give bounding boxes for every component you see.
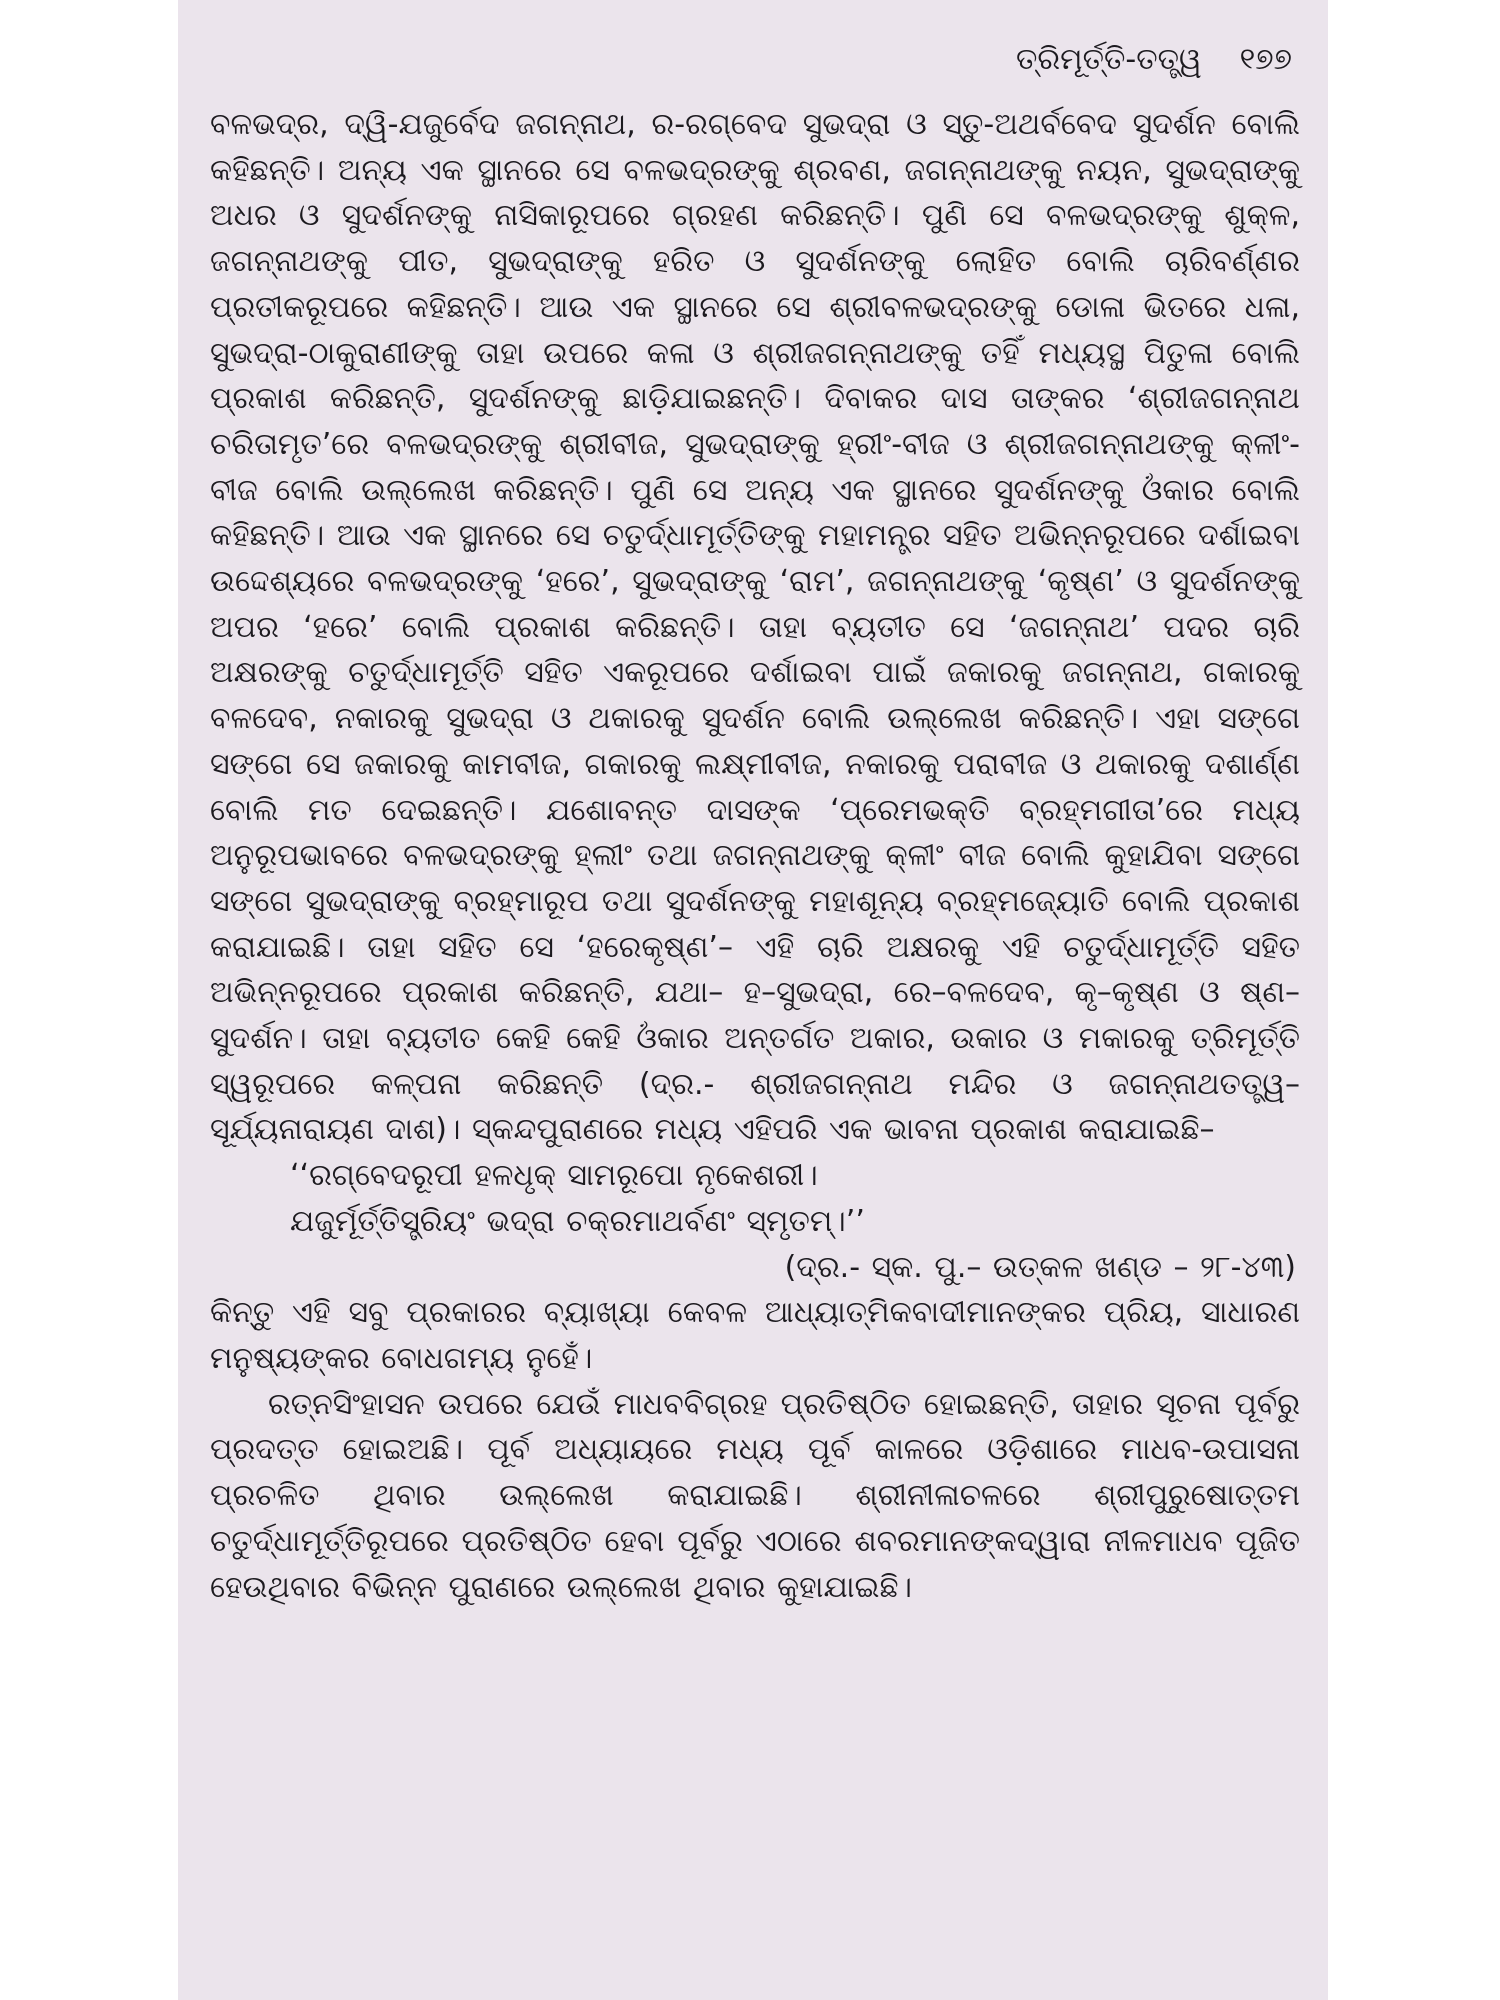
chapter-title: ତ୍ରିମୂର୍ତ୍ତି-ତତ୍ତ୍ୱ: [1016, 42, 1202, 77]
running-header: [210, 40, 1300, 80]
page-number: ୧୭୭: [1239, 42, 1292, 77]
verse-line-1: ‘‘ରଗ୍‌ବେଦରୂପୀ ହଳଧୃକ୍ ସାମରୂପୋ ନୃକେଶରୀ।: [290, 1158, 818, 1194]
paragraph-after-verse: କିନ୍ତୁ ଏହି ସବୁ ପ୍ରକାରର ବ୍ୟାଖ୍ୟା କେବଳ ଆଧ୍ୟାତ୍ମିକବାଦୀମାନଙ୍କର ପ୍ରିୟ, ସାଧାରଣ ମନୁଷ୍ୟଙ୍କର ବୋଧଗମ୍ୟ ନୁହେଁ।: [210, 1295, 1300, 1376]
verse-line-2: ଯଜୁର୍ମୂର୍ତ୍ତିସ୍ତ୍ରିୟଂ ଭଦ୍ରା ଚକ୍ରମାଥର୍ବଣଂ ସ୍ମୃତମ୍।’’: [290, 1203, 865, 1239]
opening-paragraph: ବଳଭଦ୍ର, ଦ୍ୱି-ଯଜୁର୍ବେଦ ଜଗନ୍ନାଥ, ର-ରଗ୍‌ବେଦ ସୁଭଦ୍ରା ଓ ସ୍ତୁ-ଅଥର୍ବବେଦ ସୁଦର୍ଶନ ବୋଲି କହିଛନ୍ତି। ଅନ୍ୟ ଏକ ସ୍ଥାନରେ ସେ ବଳଭଦ୍ରଙ୍କୁ ଶ୍ରବଣ, ଜଗନ୍ନାଥଙ୍କୁ ନୟନ, ସୁଭଦ୍ରାଙ୍କୁ ଅଧର ଓ ସୁଦର୍ଶନଙ୍କୁ ନାସିକାରୂପରେ ଗ୍ରହଣ କରିଛନ୍ତି। ପୁଣି ସେ ବଳଭଦ୍ରଙ୍କୁ ଶୁକ୍ଳ, ଜଗନ୍ନାଥଙ୍କୁ ପୀତ, ସୁଭଦ୍ରାଙ୍କୁ ହରିତ ଓ ସୁଦର୍ଶନଙ୍କୁ ଲୋହିତ ବୋଲି ଚାରିବର୍ଣ୍ଣର ପ୍ରତୀକରୂପରେ କହିଛନ୍ତି। ଆଉ ଏକ ସ୍ଥାନରେ ସେ ଶ୍ରୀବଳଭଦ୍ରଙ୍କୁ ଡୋଳା ଭିତରେ ଧଳା, ସୁଭଦ୍ରା-ଠାକୁରାଣୀଙ୍କୁ ତାହା ଉପରେ କଳା ଓ ଶ୍ରୀଜଗନ୍ନାଥଙ୍କୁ ତହିଁ ମଧ୍ୟସ୍ଥ ପିତୁଳା ବୋଲି ପ୍ରକାଶ କରିଛନ୍ତି, ସୁଦର୍ଶନଙ୍କୁ ଛାଡ଼ିଯାଇଛନ୍ତି। ଦିବାକର ଦାସ ତାଙ୍କର ‘ଶ୍ରୀଜଗନ୍ନାଥ ଚରିତାମୃତ’ରେ ବଳଭଦ୍ରଙ୍କୁ ଶ୍ରୀବୀଜ, ସୁଭଦ୍ରାଙ୍କୁ ହ୍ରୀଂ-ବୀଜ ଓ ଶ୍ରୀଜଗନ୍ନାଥଙ୍କୁ କ୍ଳୀଂ-ବୀଜ ବୋଲି ଉଲ୍ଲେଖ କରିଛନ୍ତି। ପୁଣି ସେ ଅନ୍ୟ ଏକ ସ୍ଥାନରେ ସୁଦର୍ଶନଙ୍କୁ ଓଁକାର ବୋଲି କହିଛନ୍ତି। ଆଉ ଏକ ସ୍ଥାନରେ ସେ ଚତୁର୍ଦ୍ଧାମୂର୍ତ୍ତିଙ୍କୁ ମହାମନ୍ତ୍ର ସହିତ ଅଭିନ୍ନରୂପରେ ଦର୍ଶାଇବା ଉଦ୍ଦେଶ୍ୟରେ ବଳଭଦ୍ରଙ୍କୁ ‘ହରେ’, ସୁଭଦ୍ରାଙ୍କୁ ‘ରାମ’, ଜଗନ୍ନାଥଙ୍କୁ ‘କୃଷ୍ଣ’ ଓ ସୁଦର୍ଶନଙ୍କୁ ଅପର ‘ହରେ’ ବୋଲି ପ୍ରକାଶ କରିଛନ୍ତି। ତାହା ବ୍ୟତୀତ ସେ ‘ଜଗନ୍ନାଥ’ ପଦର ଚାରି ଅକ୍ଷରଙ୍କୁ ଚତୁର୍ଦ୍ଧାମୂର୍ତ୍ତି ସହିତ ଏକରୂପରେ ଦର୍ଶାଇବା ପାଇଁ ଜକାରକୁ ଜଗନ୍ନାଥ, ଗକାରକୁ ବଳଦେବ, ନକାରକୁ ସୁଭଦ୍ରା ଓ ଥକାରକୁ ସୁଦର୍ଶନ ବୋଲି ଉଲ୍ଲେଖ କରିଛନ୍ତି। ଏହା ସଙ୍ଗେ ସଙ୍ଗେ ସେ ଜକାରକୁ କାମବୀଜ, ଗକାରକୁ ଲକ୍ଷ୍ମୀବୀଜ, ନକାରକୁ ପରାବୀଜ ଓ ଥକାରକୁ ଦଶାର୍ଣ୍ଣ ବୋଲି ମତ ଦେଇଛନ୍ତି। ଯଶୋବନ୍ତ ଦାସଙ୍କ ‘ପ୍ରେମଭକ୍ତି ବ୍ରହ୍ମଗୀତା’ରେ ମଧ୍ୟ ଅନୁରୂପଭାବରେ ବଳଭଦ୍ରଙ୍କୁ ହ୍ଲୀଂ ତଥା ଜଗନ୍ନାଥଙ୍କୁ କ୍ଳୀଂ ବୀଜ ବୋଲି କୁହାଯିବା ସଙ୍ଗେ ସଙ୍ଗେ ସୁଭଦ୍ରାଙ୍କୁ ବ୍ରହ୍ମାରୂପ ତଥା ସୁଦର୍ଶନଙ୍କୁ ମହାଶୂନ୍ୟ ବ୍ରହ୍ମଜ୍ୟୋତି ବୋଲି ପ୍ରକାଶ କରାଯାଇଛି। ତାହା ସହିତ ସେ ‘ହରେକୃଷ୍ଣ’– ଏହି ଚାରି ଅକ୍ଷରକୁ ଏହି ଚତୁର୍ଦ୍ଧାମୂର୍ତ୍ତି ସହିତ ଅଭିନ୍ନରୂପରେ ପ୍ରକାଶ କରିଛନ୍ତି, ଯଥା– ହ–ସୁଭଦ୍ରା, ରେ–ବଳଦେବ, କୃ–କୃଷ୍ଣ ଓ ଷ୍ଣ–ସୁଦର୍ଶନ। ତାହା ବ୍ୟତୀତ କେହି କେହି ଓଁକାର ଅନ୍ତର୍ଗତ ଅକାର, ଉକାର ଓ ମକାରକୁ ତ୍ରିମୂର୍ତ୍ତି ସ୍ୱରୂପରେ କଳ୍ପନା କରିଛନ୍ତି (ଦ୍ର.- ଶ୍ରୀଜଗନ୍ନାଥ ମନ୍ଦିର ଓ ଜଗନ୍ନାଥତତ୍ତ୍ୱ– ସୂର୍ଯ୍ୟନାରାୟଣ ଦାଶ)। ସ୍କନ୍ଦପୁରାଣରେ ମଧ୍ୟ ଏହିପରି ଏକ ଭାବନା ପ୍ରକାଶ କରାଯାଇଛି–: [210, 107, 1300, 1148]
body-text: [210, 102, 1300, 1610]
verse-reference: (ଦ୍ର.- ସ୍କ. ପୁ.– ଉତ୍କଳ ଖଣ୍ଡ – ୨୮-୪୩): [784, 1249, 1296, 1285]
book-page: [178, 0, 1328, 2000]
sanskrit-verse: [290, 1153, 1300, 1244]
final-paragraph: ରତ୍ନସିଂହାସନ ଉପରେ ଯେଉଁ ମାଧବବିଗ୍ରହ ପ୍ରତିଷ୍ଠିତ ହୋଇଛନ୍ତି, ତାହାର ସୂଚନା ପୂର୍ବରୁ ପ୍ରଦତ୍ତ ହୋଇଅଛି। ପୂର୍ବ ଅଧ୍ୟାୟରେ ମଧ୍ୟ ପୂର୍ବ କାଳରେ ଓଡ଼ିଶାରେ ମାଧବ-ଉପାସନା ପ୍ରଚଳିତ ଥିବାର ଉଲ୍ଲେଖ କରାଯାଇଛି। ଶ୍ରୀନୀଳାଚଳରେ ଶ୍ରୀପୁରୁଷୋତ୍ତମ ଚତୁର୍ଦ୍ଧାମୂର୍ତ୍ତିରୂପରେ ପ୍ରତିଷ୍ଠିତ ହେବା ପୂର୍ବରୁ ଏଠାରେ ଶବରମାନଙ୍କଦ୍ୱାରା ନୀଳମାଧବ ପୂଜିତ ହେଉଥିବାର ବିଭିନ୍ନ ପୁରାଣରେ ଉଲ୍ଲେଖ ଥିବାର କୁହାଯାଇଛି।: [210, 1386, 1300, 1605]
